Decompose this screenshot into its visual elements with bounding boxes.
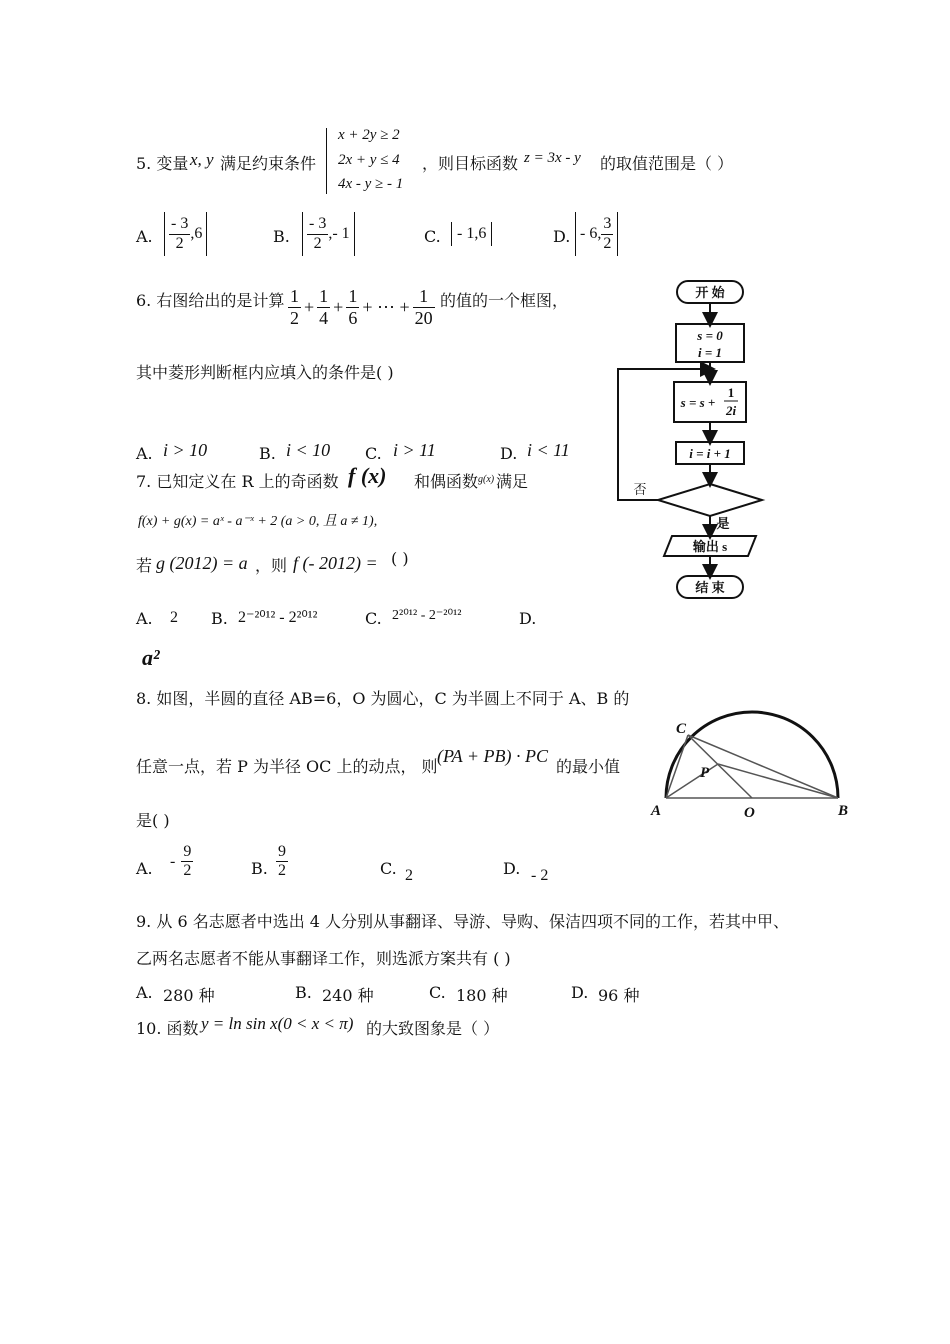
- q6-line-2: 其中菱形判断框内应填入的条件是( ): [136, 363, 394, 382]
- q7-paren: ( ): [391, 549, 409, 568]
- q8-option-c: 2: [405, 867, 413, 884]
- q6-series: $\frac{1}{2}$ + $\frac{1}{4}$ + $\frac{1}{6}$ + ⋯ + $\frac{1}{20}$: [290, 286, 433, 328]
- q7-g2012: g (2012) = a: [156, 553, 248, 573]
- q9-option-b: 240 种: [322, 986, 374, 1005]
- q9-option-b-label: B.: [295, 983, 312, 1002]
- q10-expression: y = ln sin x(0 < x < π): [201, 1014, 354, 1033]
- flow-end-text: 结 束: [695, 580, 725, 595]
- segment-PB: [718, 764, 838, 798]
- q7-line-3a: 若: [136, 556, 153, 575]
- q7-option-b-label: B.: [211, 609, 228, 628]
- q5-brace: [326, 128, 335, 194]
- point-P-label: P: [700, 765, 710, 781]
- flow-output-text: 输出 s: [692, 539, 728, 554]
- q8-line-1: 8. 如图，半圆的直径 AB=6，O 为圆心，C 为半圆上不同于 A、B 的: [136, 689, 630, 708]
- flow-incr-text: i = i + 1: [689, 446, 731, 461]
- flow-assign-den: 2i: [725, 403, 737, 418]
- q7-option-b: 2⁻²⁰¹² - 2²⁰¹²: [238, 609, 318, 626]
- q7-option-a-label: A.: [136, 609, 153, 628]
- q5-suffix-1: ，则目标函数: [422, 154, 519, 173]
- segment-CA: [666, 735, 688, 798]
- q5-vars: x, y: [190, 150, 214, 169]
- flow-init-s: s = 0: [697, 328, 723, 343]
- q8-line-3: 是( ): [136, 811, 170, 830]
- q10-prefix: 10. 函数: [136, 1019, 199, 1038]
- q6-prefix: 6. 右图给出的是计算: [136, 291, 285, 310]
- q5-prefix: 5. 变量: [136, 154, 189, 173]
- q6-suffix: 的值的一个框图，: [440, 291, 569, 310]
- q6-option-a-label: A.: [136, 444, 153, 463]
- q6-option-b-label: B.: [259, 444, 276, 463]
- q5-option-d-label: D.: [553, 227, 571, 246]
- q5-option-a: $\frac{- 3}{2}$ ,6: [164, 212, 207, 256]
- q7-equation: f(x) + g(x) = aˣ - a⁻ˣ + 2 (a > 0, 且 a ≠ 1),: [138, 514, 378, 529]
- q8-option-a-label: A.: [136, 859, 153, 878]
- q7-option-a: 2: [170, 609, 178, 626]
- segment-CB: [688, 735, 838, 798]
- q8-option-b-label: B.: [251, 859, 268, 878]
- q7-gx: g(x): [478, 474, 495, 485]
- semicircle-figure: [648, 705, 858, 823]
- q8-option-d: - 2: [531, 867, 549, 884]
- q5-option-a-label: A.: [136, 227, 153, 246]
- q7-line-1c: 满足: [496, 472, 529, 491]
- q8-option-b: $\frac{9}{2}$: [278, 843, 286, 880]
- q5-option-b-label: B.: [273, 227, 290, 246]
- q5-constraint-3: 4x - y ≥ - 1: [338, 176, 404, 192]
- flow-loop-back: [618, 369, 708, 500]
- flow-decision-diamond: [658, 484, 762, 516]
- q7-option-d: a²: [142, 645, 160, 670]
- q8-line-2b: 的最小值: [556, 757, 621, 776]
- flow-yes-label: 是: [716, 516, 730, 531]
- q8-option-c-label: C.: [380, 859, 397, 878]
- q7-option-d-label: D.: [519, 609, 537, 628]
- q8-option-a: - $\frac{9}{2}$: [170, 843, 192, 880]
- point-A-label: A: [651, 803, 662, 819]
- q5-objective: z = 3x - y: [524, 150, 581, 166]
- flow-init-i: i = 1: [697, 345, 723, 360]
- q5-option-b: $\frac{- 3}{2}$ ,- 1: [302, 212, 355, 256]
- q7-f2012: f (- 2012) =: [293, 553, 378, 573]
- point-O-label: O: [744, 805, 755, 821]
- q9-option-d-label: D.: [571, 983, 589, 1002]
- q8-option-d-label: D.: [503, 859, 521, 878]
- q7-line-1a: 7. 已知定义在 R 上的奇函数: [136, 472, 339, 491]
- flow-assign-num: 1: [727, 385, 735, 400]
- q7-option-c-label: C.: [365, 609, 382, 628]
- q5-option-d: - 6, $\frac{3}{2}$: [575, 212, 618, 256]
- q10-suffix: 的大致图象是（ ）: [366, 1019, 500, 1038]
- q6-option-d-label: D.: [500, 444, 518, 463]
- q5-constraint-1: x + 2y ≥ 2: [338, 127, 400, 143]
- flow-no-label: 否: [633, 482, 647, 497]
- q8-expression: (PA + PB) · PC: [437, 746, 548, 766]
- q5-constraint-2: 2x + y ≤ 4: [338, 152, 400, 168]
- point-B-label: B: [838, 803, 849, 819]
- q6-option-a: i > 10: [163, 440, 208, 460]
- q5-suffix-2: 的取值范围是（ ）: [600, 154, 734, 173]
- q9-option-a: 280 种: [163, 986, 215, 1005]
- q6-option-d: i < 11: [527, 440, 570, 460]
- q8-line-2a: 任意一点，若 P 为半径 OC 上的动点， 则: [136, 757, 438, 776]
- flow-start-text: 开 始: [695, 285, 725, 300]
- q9-option-a-label: A.: [136, 983, 153, 1002]
- q5-mid: 满足约束条件: [220, 154, 317, 173]
- q9-option-d: 96 种: [598, 986, 640, 1005]
- q7-fx: f (x): [348, 463, 387, 488]
- q5-option-c-label: C.: [424, 227, 441, 246]
- q9-option-c: 180 种: [456, 986, 508, 1005]
- q7-line-1b: 和偶函数: [414, 472, 479, 491]
- q6-option-c-label: C.: [365, 444, 382, 463]
- q9-option-c-label: C.: [429, 983, 446, 1002]
- point-C-label: C: [676, 721, 687, 737]
- q6-option-c: i > 11: [393, 440, 436, 460]
- q5-option-c: - 1,6: [451, 222, 492, 246]
- radius-OC: [688, 735, 752, 798]
- q7-option-c: 2²⁰¹² - 2⁻²⁰¹²: [392, 608, 462, 623]
- flowchart: [610, 272, 770, 608]
- q9-line-1: 9. 从 6 名志愿者中选出 4 人分别从事翻译、导游、导购、保洁四项不同的工作，若其中甲、: [136, 912, 790, 931]
- semicircle-arc: [666, 712, 838, 798]
- flow-assign-text: s = s +: [680, 395, 716, 410]
- q7-line-3b: ，则: [255, 556, 288, 575]
- q6-option-b: i < 10: [286, 440, 331, 460]
- q9-line-2: 乙两名志愿者不能从事翻译工作，则选派方案共有 ( ): [136, 949, 511, 968]
- segment-AP: [666, 764, 718, 798]
